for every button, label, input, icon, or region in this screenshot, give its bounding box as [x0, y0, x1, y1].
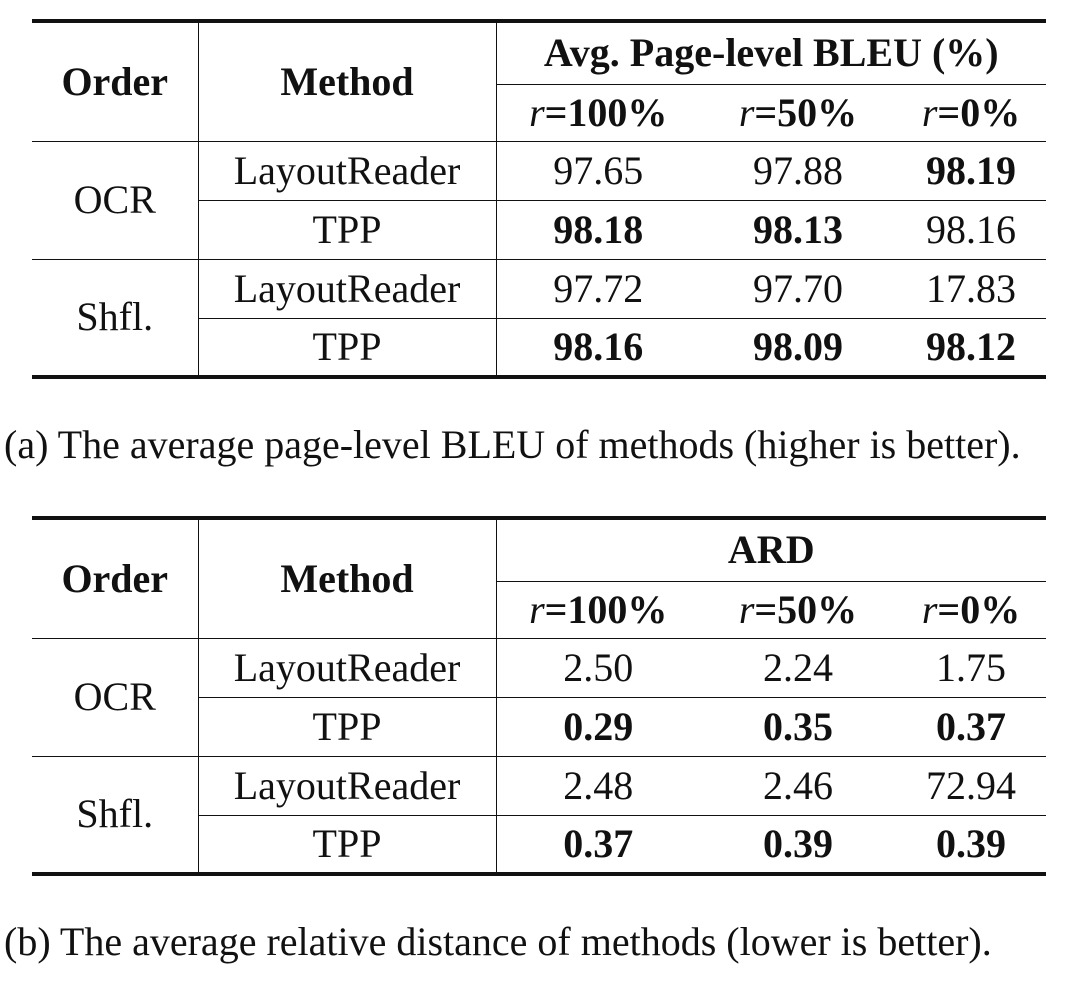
value-cell: 98.16: [496, 318, 700, 377]
table-row: [32, 756, 1046, 815]
order-label: OCR: [32, 141, 198, 259]
table-row: [32, 259, 1046, 318]
value-cell: 2.24: [700, 638, 896, 697]
ratio-header-100: r=100%: [529, 586, 668, 632]
method-label: TPP: [198, 200, 496, 259]
value-cell: 0.39: [896, 815, 1046, 874]
method-label: LayoutReader: [198, 638, 496, 697]
value-cell: 2.50: [496, 638, 700, 697]
table-row: [32, 141, 1046, 200]
ratio-header-0: r=0%: [921, 586, 1021, 632]
value-cell: 97.65: [496, 141, 700, 200]
table-caption-b: (b) The average relative distance of methods (lower is better).: [4, 919, 992, 964]
value-cell: 1.75: [896, 638, 1046, 697]
value-cell: 2.46: [700, 756, 896, 815]
method-header: Method: [198, 21, 496, 141]
value-cell: 98.18: [496, 200, 700, 259]
bleu-table: [32, 19, 1046, 379]
method-label: LayoutReader: [198, 756, 496, 815]
value-cell: 98.09: [700, 318, 896, 377]
value-cell: 0.37: [496, 815, 700, 874]
metric-header: ARD: [496, 518, 1046, 581]
value-cell: 0.29: [496, 697, 700, 756]
ratio-header-100: r=100%: [529, 89, 668, 135]
value-cell: 97.72: [496, 259, 700, 318]
method-label: TPP: [198, 318, 496, 377]
metric-header: Avg. Page-level BLEU (%): [496, 21, 1046, 84]
table-row: [32, 638, 1046, 697]
value-cell: 98.19: [896, 141, 1046, 200]
table-caption-a: (a) The average page-level BLEU of methods (higher is better).: [4, 422, 1021, 467]
value-cell: 98.12: [896, 318, 1046, 377]
value-cell: 0.37: [896, 697, 1046, 756]
value-cell: 98.13: [700, 200, 896, 259]
value-cell: 2.48: [496, 756, 700, 815]
method-label: LayoutReader: [198, 141, 496, 200]
method-label: TPP: [198, 697, 496, 756]
value-cell: 0.35: [700, 697, 896, 756]
ratio-header-50: r=50%: [738, 586, 858, 632]
method-label: TPP: [198, 815, 496, 874]
order-label: OCR: [32, 638, 198, 756]
order-label: Shfl.: [32, 259, 198, 377]
order-header: Order: [32, 21, 198, 141]
order-label: Shfl.: [32, 756, 198, 874]
value-cell: 17.83: [896, 259, 1046, 318]
value-cell: 97.70: [700, 259, 896, 318]
ratio-header-0: r=0%: [921, 89, 1021, 135]
value-cell: 98.16: [896, 200, 1046, 259]
value-cell: 97.88: [700, 141, 896, 200]
ratio-header-50: r=50%: [738, 89, 858, 135]
value-cell: 72.94: [896, 756, 1046, 815]
value-cell: 0.39: [700, 815, 896, 874]
ard-table: [32, 516, 1046, 876]
method-label: LayoutReader: [198, 259, 496, 318]
method-header: Method: [198, 518, 496, 638]
order-header: Order: [32, 518, 198, 638]
